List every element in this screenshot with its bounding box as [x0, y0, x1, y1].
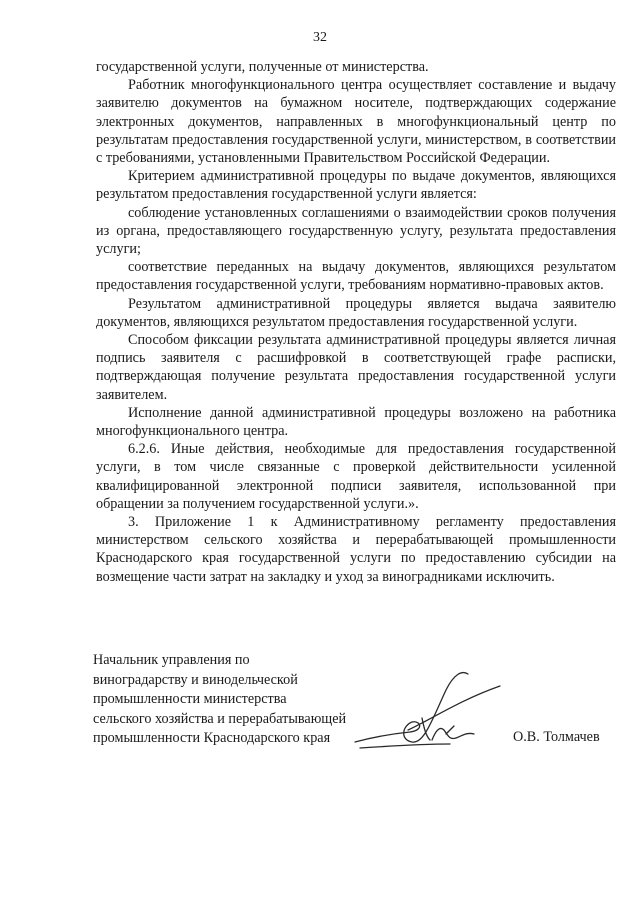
signer-title — [93, 651, 393, 749]
signer-title-line: промышленности министерства — [93, 691, 287, 708]
paragraph: Способом фиксации результата административной процедуры является личная подпись заявителя с расшифровкой в соответствующей графе расписки, подтверждающая получение результата предоставления государственной услуги заявителем. — [96, 332, 616, 403]
paragraph: 3. Приложение 1 к Административному регламенту предоставления министерством сельского хозяйства и перерабатывающей промышленности Краснодарского края государственной услуги по предоставлению субсидии на возмещение части затрат на закладку и уход за виноградниками исключить. — [96, 514, 616, 585]
page-number: 32 — [313, 30, 327, 45]
paragraph: 6.2.6. Иные действия, необходимые для предоставления государственной услуги, в том числе связанные с проверкой действительности усиленной квалифицированной электронной подписи заявителя, использованной при обращении за получением государственной услуги.». — [96, 441, 616, 512]
paragraph: Критерием административной процедуры по выдаче документов, являющихся результатом предоставления государственной услуги является: — [96, 168, 616, 203]
signer-title-line: промышленности Краснодарского края — [93, 730, 331, 747]
paragraph: государственной услуги, полученные от министерства. — [96, 59, 429, 75]
paragraph: соблюдение установленных соглашениями о взаимодействии сроков получения из органа, предоставляющего государственную услугу, результата предоставления услуги; — [96, 204, 616, 258]
signer-title-line: виноградарству и винодельческой — [93, 671, 298, 688]
paragraph: Результатом административной процедуры является выдача заявителю документов, являющихся результатом предоставления государственной услуги. — [96, 295, 616, 330]
paragraph: Исполнение данной административной процедуры возложено на работника многофункционального центра. — [96, 404, 616, 440]
signer-title-line: Начальник управления по — [93, 652, 250, 668]
signer-title-line: сельского хозяйства и перерабатывающей — [93, 710, 347, 727]
handwritten-signature — [350, 660, 520, 760]
paragraph: соответствие переданных на выдачу документов, являющихся результатом предоставления государственной услуги, требованиям нормативно-правовых актов. — [96, 259, 616, 294]
document-body — [96, 58, 616, 586]
signer-name: О.В. Толмачев — [513, 729, 600, 745]
paragraph: Работник многофункционального центра осуществляет составление и выдачу заявителю документов на бумажном носителе, подтверждающих содержание электронных документов, направленных в многофункциональный центр по результатам предоставления государственной услуги, министерством, в соответствии с требованиями, установленными Правительством Российской Федерации. — [96, 77, 616, 167]
